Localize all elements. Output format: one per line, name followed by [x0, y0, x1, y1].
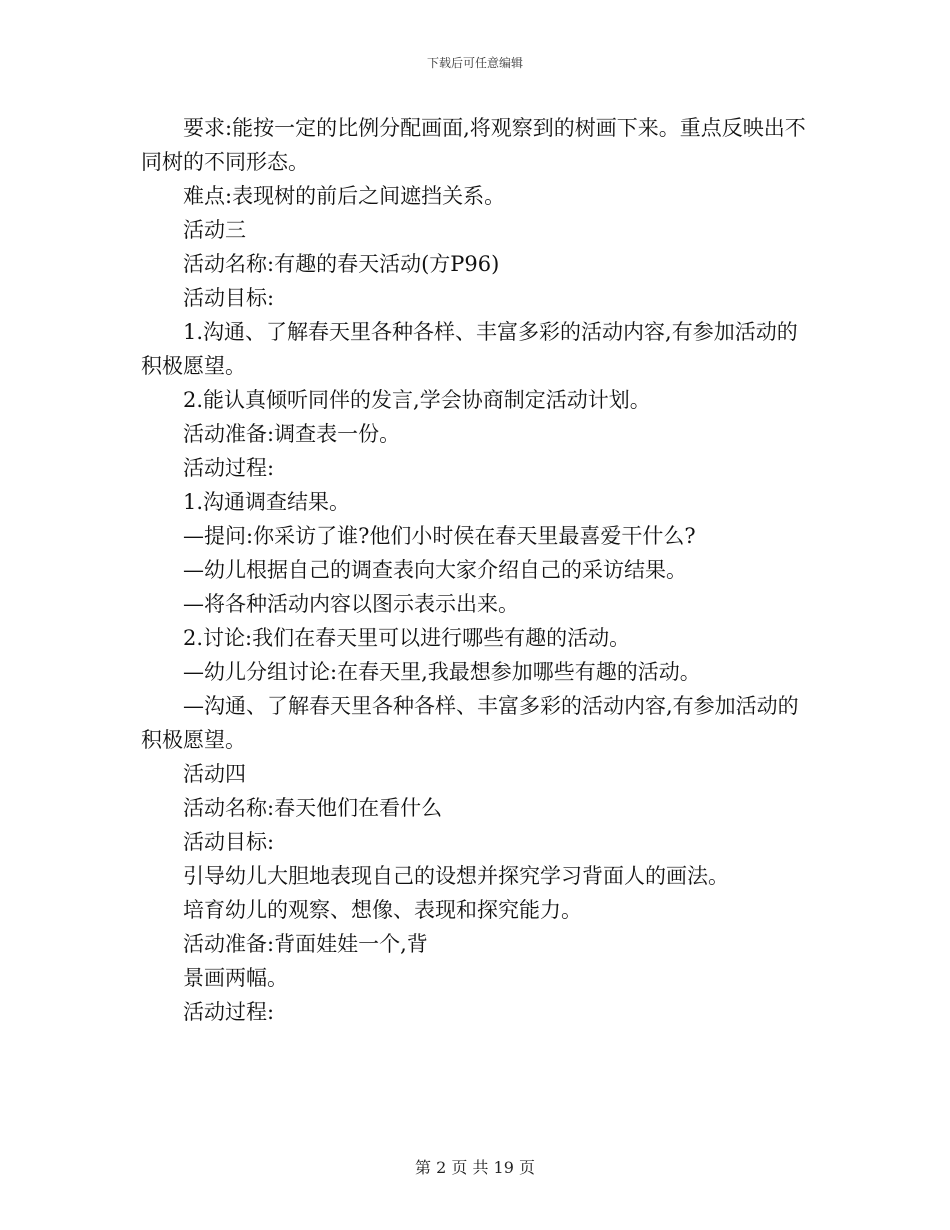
paragraph: 1.沟通调查结果。	[183, 490, 351, 514]
page-header: 下载后可任意编辑	[426, 56, 523, 70]
paragraph: 活动过程:	[183, 1000, 275, 1024]
paragraph: —沟通、了解春天里各种各样、丰富多彩的活动内容,有参加活动的积极愿望。	[141, 694, 799, 752]
document-body	[141, 111, 811, 1029]
paragraph: 活动目标:	[183, 286, 275, 310]
paragraph: 难点:表现树的前后之间遮挡关系。	[183, 184, 506, 208]
paragraph: 引导幼儿大胆地表现自己的设想并探究学习背面人的画法。	[183, 864, 729, 888]
page-footer: 第 2 页 共 19 页	[415, 1158, 535, 1177]
paragraph: 活动名称:有趣的春天活动(方P96)	[183, 252, 500, 276]
paragraph: 2.能认真倾听同伴的发言,学会协商制定活动计划。	[183, 388, 651, 412]
paragraph: 2.讨论:我们在春天里可以进行哪些有趣的活动。	[183, 626, 631, 650]
paragraph: 要求:能按一定的比例分配画面,将观察到的树画下来。重点反映出不同树的不同形态。	[141, 116, 806, 174]
paragraph: 活动过程:	[183, 456, 275, 480]
paragraph: 活动准备:调查表一份。	[183, 422, 401, 446]
paragraph: 景画两幅。	[183, 966, 288, 990]
paragraph: —幼儿分组讨论:在春天里,我最想参加哪些有趣的活动。	[183, 660, 701, 684]
paragraph: —幼儿根据自己的调查表向大家介绍自己的采访结果。	[183, 558, 687, 582]
paragraph: 活动准备:背面娃娃一个,背	[183, 932, 428, 956]
paragraph: —提问:你采访了谁?他们小时侯在春天里最喜爱干什么?	[183, 524, 696, 548]
paragraph: —将各种活动内容以图示表示出来。	[183, 592, 519, 616]
paragraph: 活动目标:	[183, 830, 275, 854]
paragraph: 培育幼儿的观察、想像、表现和探究能力。	[183, 898, 582, 922]
paragraph: 活动名称:春天他们在看什么	[183, 796, 443, 820]
paragraph: 1.沟通、了解春天里各种各样、丰富多彩的活动内容,有参加活动的积极愿望。	[141, 320, 798, 378]
section-heading: 活动三	[183, 218, 246, 242]
section-heading: 活动四	[183, 762, 246, 786]
